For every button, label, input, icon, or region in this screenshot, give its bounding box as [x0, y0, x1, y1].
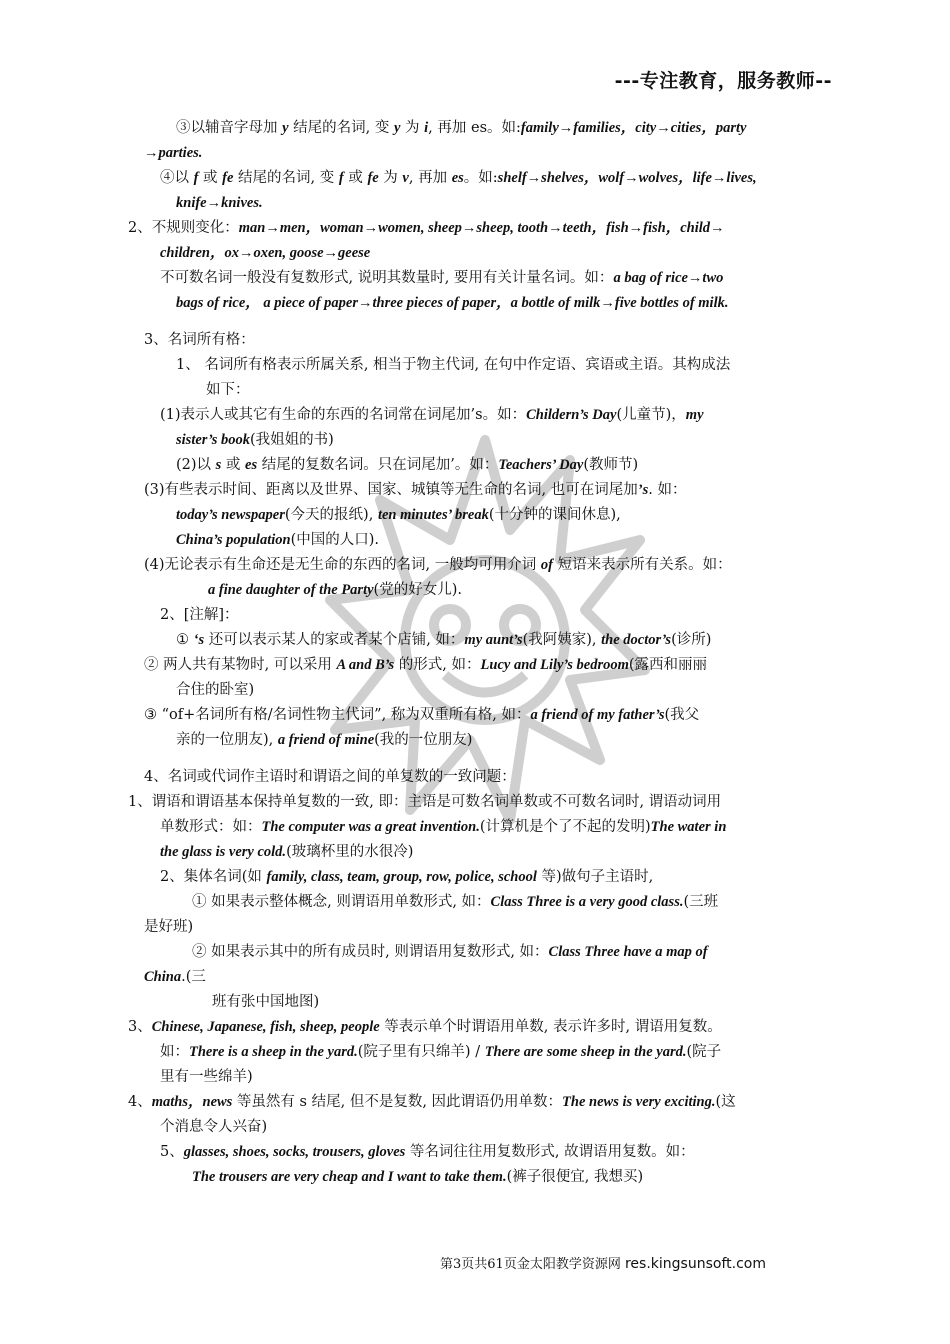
example-text: children，ox→oxen, goose→geese [160, 245, 371, 261]
text-line [212, 992, 319, 1012]
example-text: The trousers are very cheap and I want to take them. [192, 1169, 507, 1185]
example-text: ’s [637, 482, 649, 498]
text-line [144, 143, 202, 163]
body-text: 等表示单个时谓语用单数, 表示许多时, 谓语用复数。 [379, 1019, 722, 1035]
body-text: (三班 [683, 894, 719, 910]
body-text: 等虽然有 s 结尾, 但不是复数, 因此谓语仍用单数： [232, 1094, 563, 1110]
example-text: China [144, 969, 182, 985]
text-line [160, 605, 239, 625]
body-text: 还可以表示某人的家或者某个店铺, 如： [204, 632, 465, 648]
body-text: 等名词往往用复数形式, 故谓语用复数。如： [405, 1144, 695, 1160]
example-text: Class Three have a map of [548, 944, 708, 960]
example-text: Childern’s Day [526, 407, 617, 423]
text-line [128, 218, 725, 238]
text-line [160, 268, 723, 288]
text-line [128, 1017, 722, 1037]
body-text: 为 [378, 170, 403, 186]
body-text: 2、集体名词(如 [160, 869, 267, 885]
body-text: (儿童节)， [616, 407, 686, 423]
example-text: f [338, 170, 344, 186]
example-text: my aunt’s [464, 632, 523, 648]
page-footer [440, 1253, 766, 1272]
example-text: family→families，city→cities，party [520, 120, 747, 136]
body-text: 里有一些绵羊) [160, 1069, 253, 1085]
body-text: , 再加 es。如: [428, 120, 521, 136]
body-text: 如下： [206, 382, 250, 398]
body-text: 。如: [463, 170, 498, 186]
text-line [144, 705, 699, 725]
example-text: Lucy and Lily’s bedroom [480, 657, 629, 673]
example-text: s [215, 457, 222, 473]
example-text: The news is very exciting. [562, 1094, 716, 1110]
body-text: 不可数名词一般没有复数形式, 说明其数量时, 要用有关计量名词。如： [160, 270, 614, 286]
body-text: 或 [343, 170, 368, 186]
text-line [176, 293, 729, 313]
example-text: es [451, 170, 464, 186]
body-text: (我的一位朋友) [374, 732, 473, 748]
body-text: (诊所) [671, 632, 712, 648]
text-line [160, 842, 413, 862]
body-text: 结尾的名词, 变 [288, 120, 394, 136]
body-text: 或 [198, 170, 223, 186]
text-line [144, 480, 686, 500]
example-text: the doctor’s [601, 632, 672, 648]
text-line [144, 767, 516, 787]
text-line [160, 867, 653, 887]
body-text: , 再加 [408, 170, 452, 186]
example-text: Teachers’ Day [498, 457, 584, 473]
body-text: 1、谓语和谓语基本保持单复数的一致, 即：主语是可数名词单数或不可数名词时, 谓语动词用 [128, 794, 722, 810]
text-line [144, 967, 206, 987]
text-line [206, 380, 250, 400]
example-text: fe [367, 170, 379, 186]
text-line [160, 1142, 695, 1162]
example-text: f [193, 170, 199, 186]
text-line [176, 455, 638, 475]
example-text: a fine daughter of the Party [208, 582, 374, 598]
text-line [176, 730, 472, 750]
text-line [128, 1092, 736, 1112]
header-slogan: ---专注教育，服务教师-- [614, 70, 832, 92]
body-text: 个消息令人兴奋) [160, 1119, 268, 1135]
text-line [192, 892, 718, 912]
text-line [176, 430, 334, 450]
body-text: 的形式, 如： [394, 657, 481, 673]
site-name: 金太阳教学资源网 [516, 1257, 621, 1272]
body-text: (我姐姐的书) [249, 432, 334, 448]
body-text: (这 [715, 1094, 736, 1110]
example-text: y [393, 120, 401, 136]
example-text: China’s population [176, 532, 291, 548]
body-text: 3、 [128, 1019, 152, 1035]
body-text: 2、[注解]： [160, 607, 239, 623]
text-line [144, 655, 707, 675]
body-text: 结尾的复数名词。只在词尾加’。如： [257, 457, 499, 473]
page-number: 第3页共61页 [440, 1257, 517, 1272]
example-text: my [685, 407, 704, 423]
example-text: bags of rice， a piece of paper→three pieces of paper，a bottle of milk→five bottles of milk. [176, 295, 729, 311]
text-line [176, 530, 379, 550]
body-text: (党的好女儿). [373, 582, 462, 598]
body-text: .(三 [181, 969, 206, 985]
text-line [176, 630, 711, 650]
example-text: There are some sheep in the yard. [484, 1044, 687, 1060]
example-text: of [540, 557, 553, 573]
example-text: shelf→shelves，wolf→wolves，life→lives, [497, 170, 757, 186]
body-text: 是好班) [144, 919, 194, 935]
example-text: es [245, 457, 258, 473]
example-text: a friend of my father’s [530, 707, 665, 723]
body-text: 3、名词所有格： [144, 332, 255, 348]
text-line [160, 405, 704, 425]
example-text: glasses, shoes, socks, trousers, gloves [183, 1144, 406, 1160]
body-text: 合住的卧室) [176, 682, 255, 698]
example-text: man→men，woman→women, sheep→sheep, tooth→teeth，fish→fish，child→ [238, 220, 725, 236]
text-line [144, 330, 255, 350]
body-text: (计算机是个了不起的发明) [479, 819, 651, 835]
text-line [192, 1167, 643, 1187]
body-text: 5、 [160, 1144, 184, 1160]
body-text: 班有张中国地图) [212, 994, 320, 1010]
example-text: maths，news [151, 1094, 233, 1110]
body-text: ③以辅音字母加 [176, 120, 283, 136]
example-text: →parties. [144, 145, 203, 161]
body-text: ① [176, 632, 194, 648]
body-text: ③ “of+名词所有格/名词性物主代词”, 称为双重所有格, 如： [144, 707, 531, 723]
example-text: A and B’s [336, 657, 395, 673]
example-text: family, class, team, group, row, police, school [266, 869, 537, 885]
example-text: v [402, 170, 409, 186]
text-line [128, 792, 721, 812]
body-text: (裤子很便宜, 我想买) [506, 1169, 644, 1185]
example-text: The computer was a great invention. [261, 819, 480, 835]
example-text: Class Three is a very good class. [490, 894, 684, 910]
text-line [160, 1117, 267, 1137]
example-text: ten minutes’ break [377, 507, 489, 523]
body-text: 单数形式：如： [160, 819, 262, 835]
body-text: (十分钟的课间休息), [488, 507, 621, 523]
body-text: 2、不规则变化： [128, 220, 239, 236]
example-text: The water in [650, 819, 727, 835]
body-text: (我阿姨家), [522, 632, 602, 648]
body-text: ④以 [160, 170, 194, 186]
body-text: (玻璃杯里的水很冷) [286, 844, 414, 860]
body-text: 为 [400, 120, 425, 136]
body-text: (中国的人口). [290, 532, 380, 548]
body-text: (今天的报纸), [284, 507, 378, 523]
body-text: 1、 名词所有格表示所属关系, 相当于物主代词, 在句中作定语、宾语或主语。其构成法 [176, 357, 731, 373]
text-line [144, 917, 193, 937]
text-line [176, 680, 254, 700]
example-text: today’s newspaper [176, 507, 285, 523]
body-text: 或 [221, 457, 246, 473]
example-text: a bag of rice→two [613, 270, 724, 286]
site-url[interactable]: res.kingsunsoft.com [624, 1256, 766, 1272]
example-text: There is a sheep in the yard. [189, 1044, 358, 1060]
body-text: 4、名词或代词作主语时和谓语之间的单复数的一致问题： [144, 769, 516, 785]
example-text: a friend of mine [277, 732, 375, 748]
body-text: ① 如果表示整体概念, 则谓语用单数形式, 如： [192, 894, 491, 910]
text-line [160, 243, 370, 263]
text-line [208, 580, 462, 600]
body-text: (教师节) [583, 457, 639, 473]
text-line [176, 355, 730, 375]
example-text: y [282, 120, 289, 136]
text-line [160, 1067, 253, 1087]
body-text: 如： [160, 1044, 189, 1060]
text-line [160, 168, 757, 188]
body-text: (2)以 [176, 457, 216, 473]
example-text: the glass is very cold. [160, 844, 287, 860]
example-text: i [424, 120, 429, 136]
body-text: ② 如果表示其中的所有成员时, 则谓语用复数形式, 如： [192, 944, 549, 960]
text-line [176, 118, 746, 138]
example-text: sister’s book [176, 432, 250, 448]
body-text: 4、 [128, 1094, 152, 1110]
body-text: ② 两人共有某物时, 可以采用 [144, 657, 337, 673]
body-text: (我父 [664, 707, 700, 723]
text-line [192, 942, 708, 962]
body-text: 亲的一位朋友), [176, 732, 278, 748]
body-text: (院子里有只绵羊) / [357, 1044, 485, 1060]
body-text: . 如： [648, 482, 687, 498]
body-text: 结尾的名词, 变 [233, 170, 339, 186]
text-line [176, 193, 263, 213]
body-text: (露西和丽丽 [628, 657, 708, 673]
body-text: (1)表示人或其它有生命的东西的名词常在词尾加’s。如： [160, 407, 527, 423]
text-line [160, 1042, 721, 1062]
example-text: Chinese, Japanese, fish, sheep, people [151, 1019, 380, 1035]
body-text: 等)做句子主语时, [536, 869, 654, 885]
example-text: fe [222, 170, 234, 186]
text-line [160, 817, 726, 837]
body-text: (院子 [686, 1044, 722, 1060]
body-text: 短语来表示所有关系。如： [552, 557, 732, 573]
text-line [176, 505, 621, 525]
example-text: ‘s [193, 632, 205, 648]
body-text: (4)无论表示有生命还是无生命的东西的名词, 一般均可用介词 [144, 557, 541, 573]
text-line [144, 555, 732, 575]
example-text: knife→knives. [176, 195, 263, 211]
body-text: (3)有些表示时间、距离以及世界、国家、城镇等无生命的名词, 也可在词尾加 [144, 482, 638, 498]
